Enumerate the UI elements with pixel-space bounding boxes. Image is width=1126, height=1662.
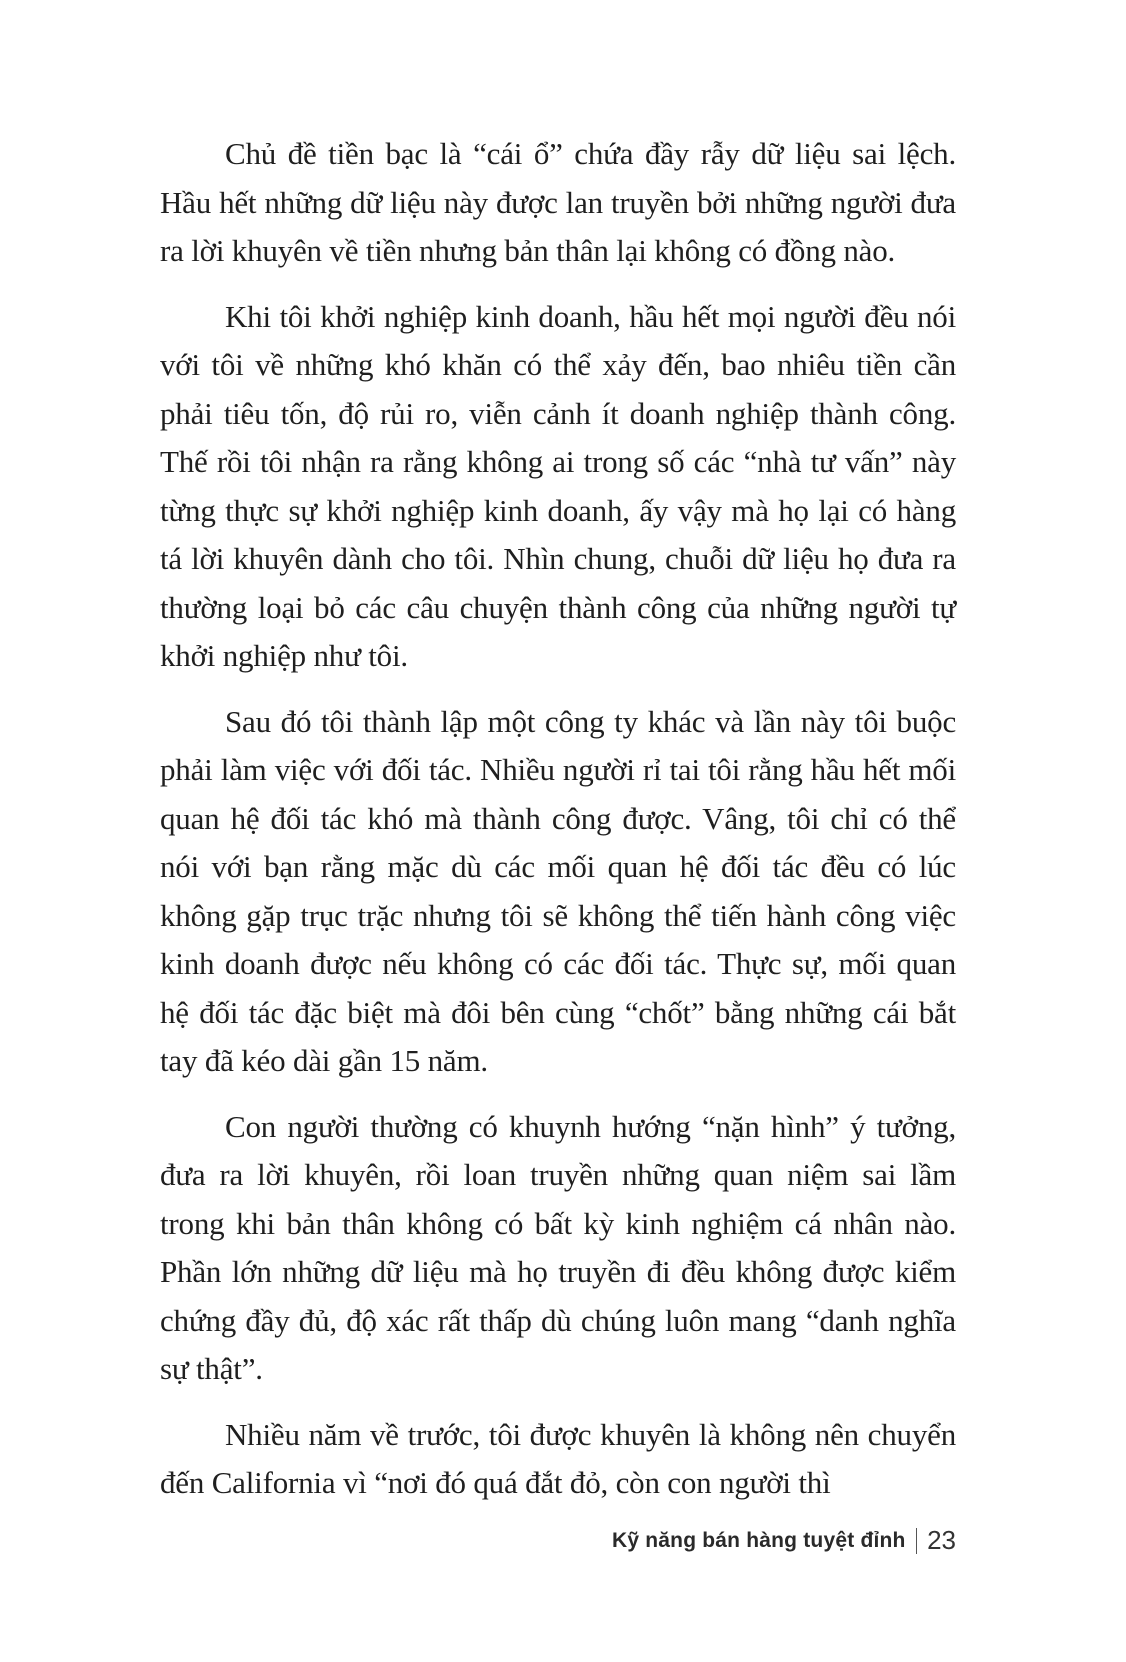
footer-divider: [916, 1528, 918, 1554]
paragraph: Khi tôi khởi nghiệp kinh doanh, hầu hết mọi người đều nói với tôi về những khó khăn có thể xảy đến, bao nhiêu tiền cần phải tiêu tốn, độ rủi ro, viễn cảnh ít doanh nghiệp thành công. Thế rồi tôi nhận ra rằng không ai trong số các “nhà tư vấn” này từng thực sự khởi nghiệp kinh doanh, ấy vậy mà họ lại có hàng tá lời khuyên dành cho tôi. Nhìn chung, chuỗi dữ liệu họ đưa ra thường loại bỏ các câu chuyện thành công của những người tự khởi nghiệp như tôi.: [160, 298, 956, 673]
running-footer-title: Kỹ năng bán hàng tuyệt đỉnh: [612, 1528, 906, 1552]
paragraph: Sau đó tôi thành lập một công ty khác và lần này tôi buộc phải làm việc với đối tác. Nhiều người rỉ tai tôi rằng hầu hết mối quan hệ đối tác khó mà thành công được. Vâng, tôi chỉ có thể nói với bạn rằng mặc dù các mối quan hệ đối tác đều có lúc không gặp trục trặc nhưng tôi sẽ không thể tiến hành công việc kinh doanh được nếu không có các đối tác. Thực sự, mối quan hệ đối tác đặc biệt mà đôi bên cùng “chốt” bằng những cái bắt tay đã kéo dài gần 15 năm.: [160, 703, 956, 1078]
paragraph: Chủ đề tiền bạc là “cái ổ” chứa đầy rẫy dữ liệu sai lệch. Hầu hết những dữ liệu này được lan truyền bởi những người đưa ra lời khuyên về tiền nhưng bản thân lại không có đồng nào.: [160, 136, 956, 268]
paragraph: Nhiều năm về trước, tôi được khuyên là không nên chuyển đến California vì “nơi đó quá đắt đỏ, còn con người thì: [160, 1416, 956, 1500]
body-text: [160, 130, 956, 1508]
page-number: 23: [927, 1525, 956, 1555]
paragraph: Con người thường có khuynh hướng “nặn hình” ý tưởng, đưa ra lời khuyên, rồi loan truyền những quan niệm sai lầm trong khi bản thân không có bất kỳ kinh nghiệm cá nhân nào. Phần lớn những dữ liệu mà họ truyền đi đều không được kiểm chứng đầy đủ, độ xác rất thấp dù chúng luôn mang “danh nghĩa sự thật”.: [160, 1108, 956, 1386]
page-footer: [612, 1525, 956, 1556]
